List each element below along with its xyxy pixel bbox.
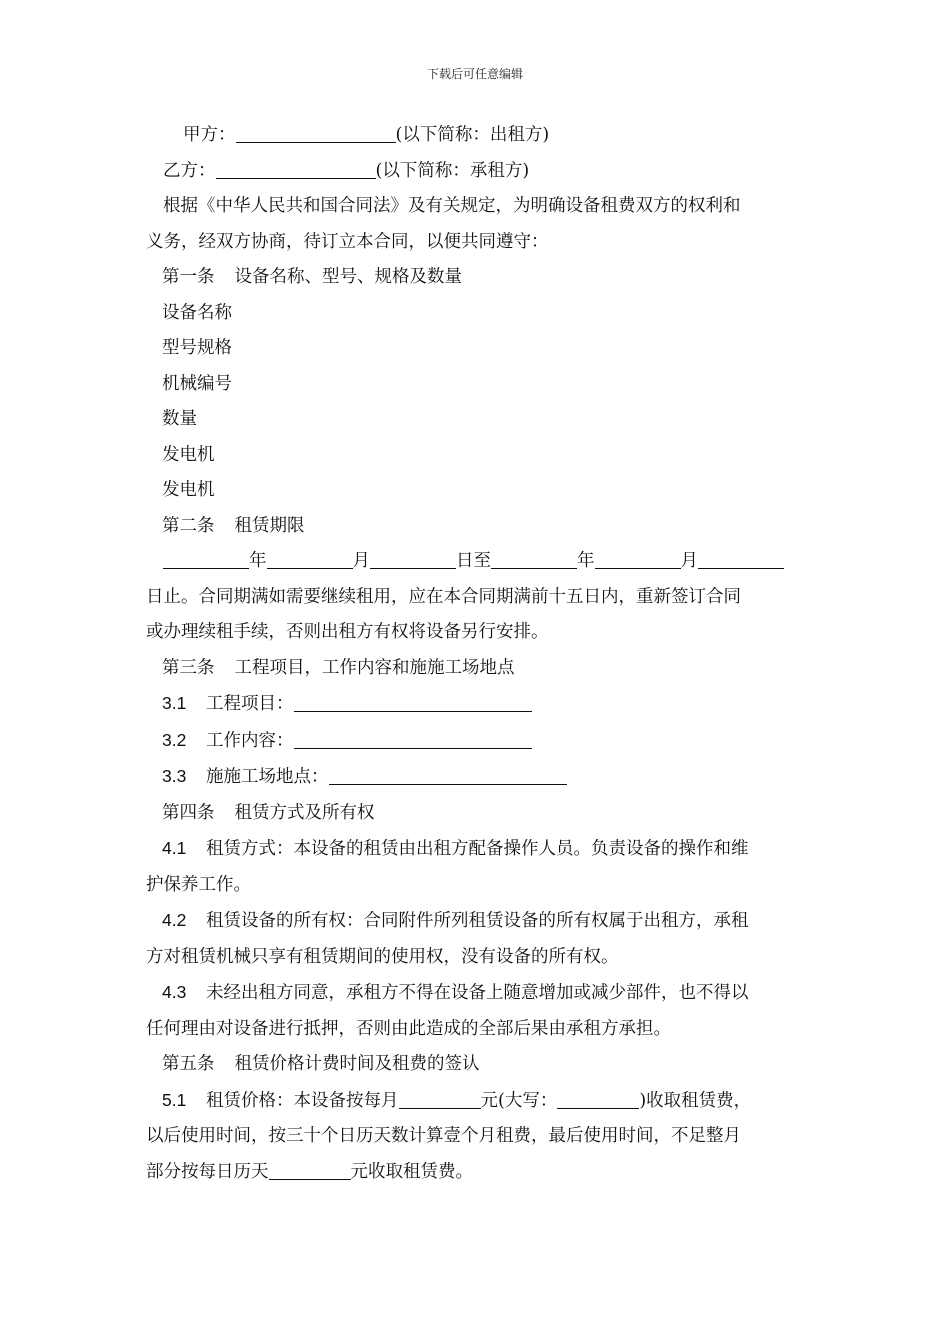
contract-body bbox=[146, 118, 810, 1190]
end-month-blank[interactable] bbox=[595, 550, 681, 569]
clause-label: 工程项目： bbox=[206, 694, 294, 714]
clause-4-3-cont: 任何理由对设备进行抵押，否则由此造成的全部后果由承租方承担。 bbox=[146, 1018, 671, 1039]
article-3-title: 工程项目，工作内容和施施工场地点 bbox=[234, 657, 515, 678]
party-b-label: 乙方： bbox=[163, 160, 216, 181]
clause-number: 3.1 bbox=[162, 693, 187, 713]
clause-number: 4.3 bbox=[162, 982, 187, 1002]
month-label: 月 bbox=[680, 551, 698, 571]
clause-4-2: 4.2 租赁设备的所有权：合同附件所列租赁设备的所有权属于出租方，承租 bbox=[146, 903, 810, 940]
lease-term-line-3: 或办理续租手续，否则出租方有权将设备另行安排。 bbox=[146, 622, 549, 642]
clause-4-3: 4.3 未经出租方同意，承租方不得在设备上随意增加或减少部件，也不得以 bbox=[146, 975, 810, 1012]
monthly-price-blank[interactable] bbox=[399, 1089, 481, 1108]
start-year-blank[interactable] bbox=[163, 550, 249, 569]
article-2-heading bbox=[146, 509, 810, 545]
clause-number: 5.1 bbox=[162, 1089, 187, 1110]
article-1-number: 第一条 bbox=[162, 267, 215, 287]
party-a-line bbox=[146, 118, 810, 154]
party-a-blank[interactable] bbox=[236, 124, 396, 143]
start-month-blank[interactable] bbox=[267, 550, 353, 569]
lease-term-line-2: 日止。合同期满如需要继续租用，应在本合同期满前十五日内，重新签订合同 bbox=[146, 586, 741, 607]
article-4-heading bbox=[146, 796, 810, 832]
article-3-heading bbox=[146, 651, 810, 687]
article-1-title: 设备名称、型号、规格及数量 bbox=[234, 267, 462, 287]
end-day-blank[interactable] bbox=[698, 550, 784, 569]
daily-price-blank[interactable] bbox=[269, 1160, 351, 1179]
clause-label: 施施工场地点： bbox=[206, 767, 329, 787]
year-label: 年 bbox=[249, 551, 267, 571]
equipment-item: 型号规格 bbox=[162, 338, 232, 358]
equipment-item: 发电机 bbox=[162, 480, 215, 500]
clause-5-1-line-3: 部分按每日历天 元收取租赁费。 bbox=[146, 1161, 473, 1182]
clause-3-1 bbox=[146, 686, 810, 723]
year-label: 年 bbox=[577, 551, 595, 571]
article-4-title: 租赁方式及所有权 bbox=[234, 802, 375, 823]
clause-4-1: 4.1 租赁方式：本设备的租赁由出租方配备操作人员。负责设备的操作和维 bbox=[146, 831, 810, 868]
preamble-line-2: 义务，经双方协商，待订立本合同，以便共同遵守： bbox=[146, 231, 549, 252]
article-2-title: 租赁期限 bbox=[234, 515, 305, 536]
preamble-line-1: 根据《中华人民共和国合同法》及有关规定，为明确设备租费双方的权利和 bbox=[163, 196, 741, 216]
clause-5-1: 5.1 租赁价格：本设备按每月 元(大写： )收取租赁费， bbox=[146, 1083, 810, 1120]
clause-number: 3.2 bbox=[162, 729, 187, 750]
party-b-line bbox=[146, 154, 810, 190]
start-day-blank[interactable] bbox=[370, 550, 456, 569]
clause-label: 工作内容： bbox=[206, 730, 294, 751]
equipment-item: 发电机 bbox=[162, 444, 215, 465]
work-content-blank[interactable] bbox=[294, 729, 532, 748]
clause-number: 3.3 bbox=[162, 766, 187, 786]
month-label: 月 bbox=[352, 551, 370, 571]
price-uppercase-blank[interactable] bbox=[557, 1089, 639, 1108]
clause-3-3 bbox=[146, 759, 810, 796]
party-a-label: 甲方： bbox=[183, 125, 236, 145]
article-2-number: 第二条 bbox=[162, 515, 215, 536]
article-5-title: 租赁价格计费时间及租费的签认 bbox=[234, 1054, 480, 1074]
article-5-heading bbox=[146, 1047, 810, 1083]
clause-4-2-cont: 方对租赁机械只享有租赁期间的使用权，没有设备的所有权。 bbox=[146, 946, 619, 967]
project-blank[interactable] bbox=[294, 693, 532, 712]
clause-5-1-line-2: 以后使用时间，按三十个日历天数计算壹个月租费，最后使用时间，不足整月 bbox=[146, 1126, 741, 1146]
page-header: 下载后可任意编辑 bbox=[426, 67, 523, 81]
clause-4-1-cont: 护保养工作。 bbox=[146, 874, 251, 895]
site-location-blank[interactable] bbox=[329, 766, 567, 785]
clause-number: 4.2 bbox=[162, 910, 187, 930]
equipment-item: 机械编号 bbox=[162, 373, 232, 394]
article-1-heading bbox=[146, 260, 810, 296]
day-to-label: 日至 bbox=[456, 551, 491, 571]
article-5-number: 第五条 bbox=[162, 1054, 215, 1074]
article-3-number: 第三条 bbox=[162, 657, 215, 678]
lease-term-line bbox=[146, 544, 810, 580]
equipment-item: 设备名称 bbox=[162, 302, 232, 323]
party-b-blank[interactable] bbox=[216, 159, 376, 178]
clause-3-2 bbox=[146, 723, 810, 760]
equipment-item: 数量 bbox=[162, 409, 197, 429]
end-year-blank[interactable] bbox=[491, 550, 577, 569]
article-4-number: 第四条 bbox=[162, 802, 215, 823]
party-b-note: (以下简称：承租方) bbox=[375, 160, 530, 181]
clause-number: 4.1 bbox=[162, 838, 187, 858]
party-a-note: (以下简称：出租方) bbox=[395, 125, 550, 145]
